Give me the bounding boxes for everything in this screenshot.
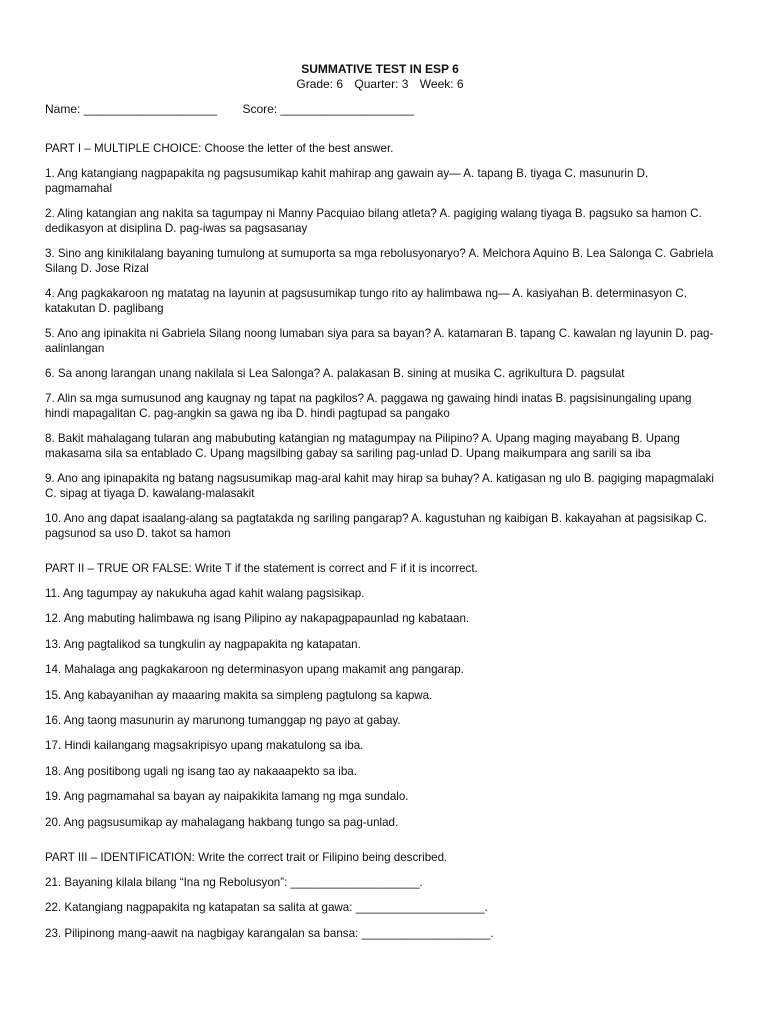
- name-field: Name: ____________________: [45, 102, 218, 116]
- question-7: 7. Alin sa mga sumusunod ang kaugnay ng tapat na pagkilos? A. paggawa ng gawaing hindi inatas B. pagsisinungaling upang hindi mapagalitan C. pag-angkin sa gawa ng iba D. hindi pagtupad sa pangako: [45, 392, 692, 420]
- question-13: 13. Ang pagtalikod sa tungkulin ay nagpapakita ng katapatan.: [45, 637, 361, 651]
- question-22: 22. Katangiang nagpapakita ng katapatan sa salita at gawa: ____________________.: [45, 901, 488, 915]
- question-14: 14. Mahalaga ang pagkakaroon ng determinasyon upang makamit ang pangarap.: [45, 663, 464, 677]
- test-title: SUMMATIVE TEST IN ESP 6: [301, 62, 459, 76]
- part-1-heading: PART I – MULTIPLE CHOICE: Choose the letter of the best answer.: [45, 142, 394, 155]
- score-field: Score: ____________________: [242, 102, 414, 116]
- question-16: 16. Ang taong masunurin ay marunong tumanggap ng payo at gabay.: [45, 713, 401, 727]
- quarter-label: Quarter: 3: [354, 77, 409, 91]
- question-10: 10. Ano ang dapat isaalang-alang sa pagtatakda ng sariling pangarap? A. kagustuhan ng kaibigan B. kakayahan at pagsisikap C. pagsunod sa uso D. takot sa hamon: [45, 512, 707, 540]
- test-details: [45, 77, 715, 92]
- question-11: 11. Ang tagumpay ay nakukuha agad kahit walang pagsisikap.: [45, 587, 365, 600]
- question-19: 19. Ang pagmamahal sa bayan ay naipakikita lamang ng mga sundalo.: [45, 790, 409, 804]
- part-1-section: [45, 141, 715, 541]
- part-2-section: [45, 561, 715, 830]
- part-2-heading: PART II – TRUE OR FALSE: Write T if the statement is correct and F if it is incorrect.: [45, 562, 478, 575]
- grade-label: Grade: 6: [296, 77, 344, 91]
- question-21: 21. Bayaning kilala bilang “Ina ng Rebolusyon”: ____________________.: [45, 875, 423, 889]
- part-3-heading: PART III – IDENTIFICATION: Write the correct trait or Filipino being described.: [45, 850, 448, 864]
- question-6: 6. Sa anong larangan unang nakilala si Lea Salonga? A. palakasan B. sining at musika C. agrikultura D. pagsulat: [45, 367, 625, 380]
- test-document: [45, 62, 715, 951]
- question-23: 23. Pilipinong mang-aawit na nagbigay karangalan sa bansa: ____________________.: [45, 926, 494, 940]
- question-3: 3. Sino ang kinikilalang bayaning tumulong at sumuporta sa mga rebolusyonaryo? A. Melchora Aquino B. Lea Salonga C. Gabriela Silang D. Jose Rizal: [45, 247, 714, 275]
- part-3-section: [45, 850, 715, 941]
- question-1: 1. Ang katangiang nagpapakita ng pagsusumikap kahit mahirap ang gawain ay— A. tapang B. tiyaga C. masunurin D. pagmamahal: [45, 167, 649, 195]
- question-2: 2. Aling katangian ang nakita sa tagumpay ni Manny Pacquiao bilang atleta? A. pagiging walang tiyaga B. pagsuko sa hamon C. dedikasyon at disiplina D. pag-iwas sa pagsasanay: [45, 207, 702, 235]
- question-4: 4. Ang pagkakaroon ng matatag na layunin at pagsusumikap tungo rito ay halimbawa ng— A. kasiyahan B. determinasyon C. katakutan D. paglibang: [45, 287, 687, 315]
- question-15: 15. Ang kabayanihan ay maaaring makita sa simpleng pagtulong sa kapwa.: [45, 688, 433, 702]
- question-8: 8. Bakit mahalagang tularan ang mabubuting katangian ng matagumpay na Pilipino? A. Upang maging mayabang B. Upang makasama sila sa entablado C. Upang magsilbing gabay sa sariling pag-unlad D. Upang maikumpara ang sarili sa iba: [45, 432, 680, 460]
- question-5: 5. Ano ang ipinakita ni Gabriela Silang noong lumaban siya para sa bayan? A. katamaran B. tapang C. kawalan ng layunin D. pag-aalinlangan: [45, 327, 714, 355]
- question-9: 9. Ano ang ipinapakita ng batang nagsusumikap mag-aral kahit may hirap sa buhay? A. katigasan ng ulo B. pagiging mapagmalaki C. sipag at tiyaga D. kawalang-malasakit: [45, 472, 715, 500]
- question-12: 12. Ang mabuting halimbawa ng isang Pilipino ay nakapagpapaunlad ng kabataan.: [45, 612, 470, 626]
- question-20: 20. Ang pagsusumikap ay mahalagang hakbang tungo sa pag-unlad.: [45, 815, 399, 829]
- question-18: 18. Ang positibong ugali ng isang tao ay nakaaapekto sa iba.: [45, 764, 357, 778]
- name-score-line: [45, 102, 715, 117]
- week-label: Week: 6: [419, 77, 464, 91]
- question-17: 17. Hindi kailangang magsakripisyo upang makatulong sa iba.: [45, 739, 364, 753]
